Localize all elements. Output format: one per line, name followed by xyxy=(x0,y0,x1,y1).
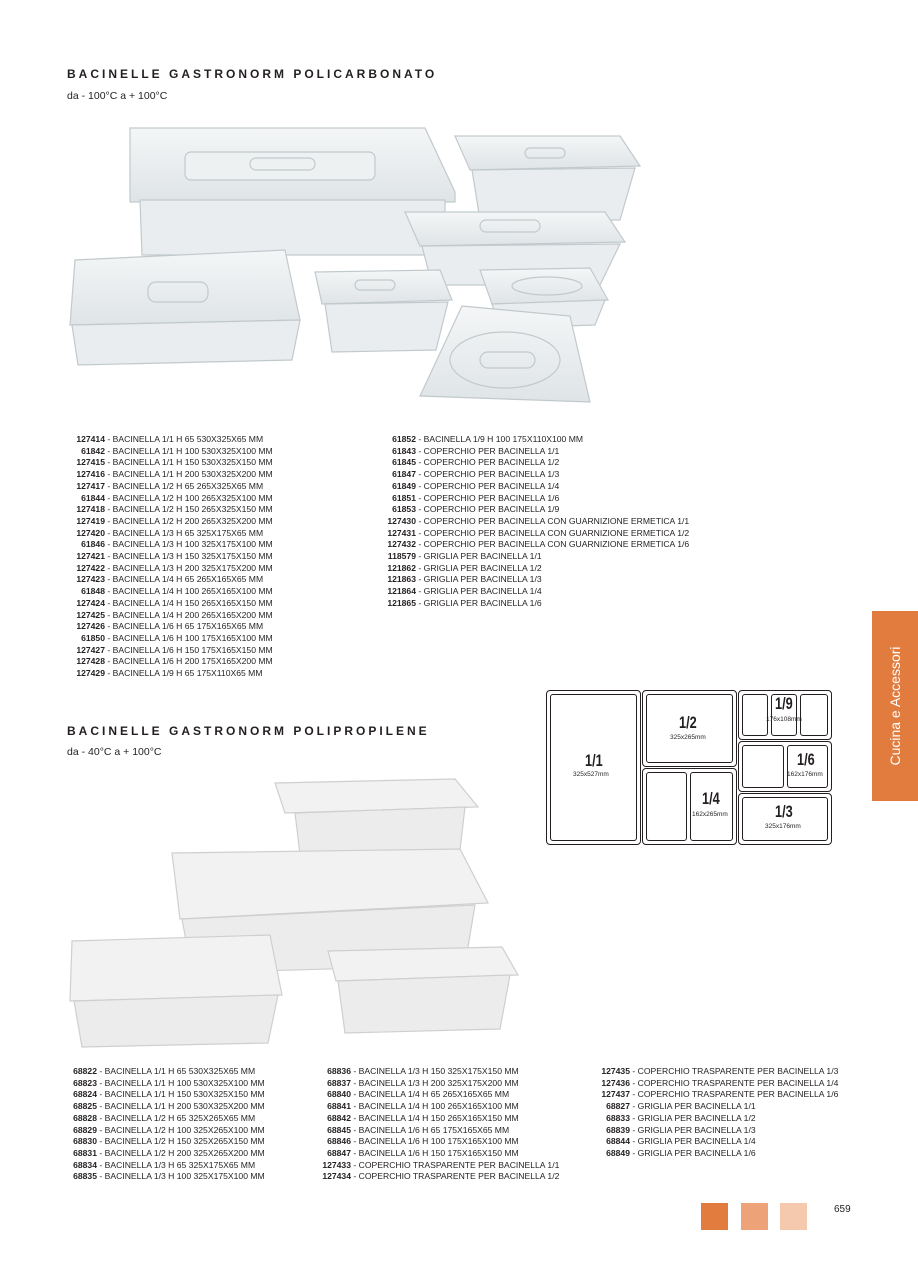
list-item: 127427 - BACINELLA 1/6 H 150 175X165X150 MM xyxy=(76,644,273,655)
gn-full-dim: 325x527mm xyxy=(573,771,609,778)
side-tab-category xyxy=(872,611,918,801)
temperature-range-policarbonato: da - 100°C a + 100°C xyxy=(67,90,168,102)
list-item: 68844 - GRIGLIA PER BACINELLA 1/4 xyxy=(606,1136,756,1147)
polipropilene-list-col1 xyxy=(67,1066,265,1183)
temperature-range-polipropilene: da - 40°C a + 100°C xyxy=(67,746,162,758)
list-item: 68847 - BACINELLA 1/6 H 150 175X165X150 MM xyxy=(327,1147,519,1158)
list-item: 127437 - COPERCHIO TRASPARENTE PER BACINELLA 1/6 xyxy=(601,1089,839,1100)
gn-sixth-label: 1/6 xyxy=(797,750,815,769)
gn-half-label: 1/2 xyxy=(679,713,697,732)
list-item: 68834 - BACINELLA 1/3 H 65 325X175X65 MM xyxy=(73,1159,256,1170)
list-item: 127420 - BACINELLA 1/3 H 65 325X175X65 MM xyxy=(76,527,264,538)
list-item: 127430 - COPERCHIO PER BACINELLA CON GUARNIZIONE ERMETICA 1/1 xyxy=(387,515,690,526)
page-number: 659 xyxy=(834,1204,851,1215)
gn-ninth-box xyxy=(738,690,832,740)
section-title-polipropilene: BACINELLE GASTRONORM POLIPROPILENE xyxy=(67,724,430,738)
list-item: 61844 - BACINELLA 1/2 H 100 265X325X100 MM xyxy=(81,492,273,503)
list-item: 61851 - COPERCHIO PER BACINELLA 1/6 xyxy=(392,492,560,503)
list-item: 68842 - BACINELLA 1/4 H 150 265X165X150 MM xyxy=(327,1112,519,1123)
list-item: 61842 - BACINELLA 1/1 H 100 530X325X100 MM xyxy=(81,445,273,456)
color-swatch-light xyxy=(780,1203,807,1230)
list-item: 68823 - BACINELLA 1/1 H 100 530X325X100 MM xyxy=(73,1077,265,1088)
list-item: 127431 - COPERCHIO PER BACINELLA CON GUARNIZIONE ERMETICA 1/2 xyxy=(387,527,690,538)
list-item: 68837 - BACINELLA 1/3 H 200 325X175X200 MM xyxy=(327,1077,519,1088)
side-tab-label: Cucina e Accessori xyxy=(887,646,903,766)
gn-third-label: 1/3 xyxy=(775,802,793,821)
gastronorm-size-diagram xyxy=(546,690,832,845)
list-item: 61849 - COPERCHIO PER BACINELLA 1/4 xyxy=(392,480,560,491)
list-item: 61843 - COPERCHIO PER BACINELLA 1/1 xyxy=(392,445,560,456)
gn-sixth-dim: 162x176mm xyxy=(787,771,823,778)
list-item: 127434 - COPERCHIO TRASPARENTE PER BACINELLA 1/2 xyxy=(322,1171,560,1182)
gn-ninth-dim: 176x108mm xyxy=(766,716,802,723)
list-item: 121865 - GRIGLIA PER BACINELLA 1/6 xyxy=(387,597,542,608)
gn-full-label: 1/1 xyxy=(585,751,603,770)
list-item: 61850 - BACINELLA 1/6 H 100 175X165X100 MM xyxy=(81,632,273,643)
list-item: 127419 - BACINELLA 1/2 H 200 265X325X200 MM xyxy=(76,515,273,526)
gn-third-dim: 325x176mm xyxy=(765,823,801,830)
gn-half-dim: 325x265mm xyxy=(670,734,706,741)
list-item: 61852 - BACINELLA 1/9 H 100 175X110X100 MM xyxy=(392,434,584,444)
list-item: 61847 - COPERCHIO PER BACINELLA 1/3 xyxy=(392,469,560,480)
list-item: 121864 - GRIGLIA PER BACINELLA 1/4 xyxy=(387,586,542,597)
list-item: 61853 - COPERCHIO PER BACINELLA 1/9 xyxy=(392,504,560,515)
color-swatch-medium xyxy=(741,1203,768,1230)
list-item: 68825 - BACINELLA 1/1 H 200 530X325X200 MM xyxy=(73,1101,265,1112)
policarbonato-list-col1 xyxy=(67,434,273,680)
list-item: 68845 - BACINELLA 1/6 H 65 175X165X65 MM xyxy=(327,1124,510,1135)
list-item: 68836 - BACINELLA 1/3 H 150 325X175X150 MM xyxy=(327,1066,519,1076)
list-item: 68846 - BACINELLA 1/6 H 100 175X165X100 MM xyxy=(327,1136,519,1147)
polipropilene-list-col2 xyxy=(316,1066,559,1183)
list-item: 127435 - COPERCHIO TRASPARENTE PER BACINELLA 1/3 xyxy=(601,1066,839,1076)
gn-third-box xyxy=(738,793,832,845)
list-item: 127418 - BACINELLA 1/2 H 150 265X325X150 MM xyxy=(76,504,273,515)
list-item: 121862 - GRIGLIA PER BACINELLA 1/2 xyxy=(387,562,542,573)
list-item: 121863 - GRIGLIA PER BACINELLA 1/3 xyxy=(387,574,542,585)
list-item: 68822 - BACINELLA 1/1 H 65 530X325X65 MM xyxy=(73,1066,256,1076)
polipropilene-containers-photo xyxy=(60,775,540,1050)
list-item: 68840 - BACINELLA 1/4 H 65 265X165X65 MM xyxy=(327,1089,510,1100)
list-item: 127429 - BACINELLA 1/9 H 65 175X110X65 MM xyxy=(76,668,263,679)
list-item: 68828 - BACINELLA 1/2 H 65 325X265X65 MM xyxy=(73,1112,256,1123)
list-item: 127436 - COPERCHIO TRASPARENTE PER BACINELLA 1/4 xyxy=(601,1077,839,1088)
gn-sixth-box xyxy=(738,741,832,792)
list-item: 68841 - BACINELLA 1/4 H 100 265X165X100 MM xyxy=(327,1101,519,1112)
list-item: 127423 - BACINELLA 1/4 H 65 265X165X65 MM xyxy=(76,574,264,585)
polipropilene-list-col3 xyxy=(595,1066,838,1160)
list-item: 68829 - BACINELLA 1/2 H 100 325X265X100 MM xyxy=(73,1124,265,1135)
list-item: 68831 - BACINELLA 1/2 H 200 325X265X200 MM xyxy=(73,1147,265,1158)
policarbonato-containers-photo xyxy=(60,120,650,420)
list-item: 118579 - GRIGLIA PER BACINELLA 1/1 xyxy=(387,551,542,562)
list-item: 68824 - BACINELLA 1/1 H 150 530X325X150 MM xyxy=(73,1089,265,1100)
list-item: 127428 - BACINELLA 1/6 H 200 175X165X200 MM xyxy=(76,656,273,667)
list-item: 127424 - BACINELLA 1/4 H 150 265X165X150 MM xyxy=(76,597,273,608)
list-item: 68833 - GRIGLIA PER BACINELLA 1/2 xyxy=(606,1112,756,1123)
section-title-policarbonato: BACINELLE GASTRONORM POLICARBONATO xyxy=(67,67,438,81)
list-item: 127432 - COPERCHIO PER BACINELLA CON GUARNIZIONE ERMETICA 1/6 xyxy=(387,539,690,550)
list-item: 127425 - BACINELLA 1/4 H 200 265X165X200 MM xyxy=(76,609,273,620)
list-item: 127421 - BACINELLA 1/3 H 150 325X175X150 MM xyxy=(76,551,273,562)
policarbonato-list-col2 xyxy=(378,434,689,610)
list-item: 127433 - COPERCHIO TRASPARENTE PER BACINELLA 1/1 xyxy=(322,1159,560,1170)
gn-quarter-label: 1/4 xyxy=(702,789,720,808)
list-item: 68827 - GRIGLIA PER BACINELLA 1/1 xyxy=(606,1101,756,1112)
color-swatch-dark xyxy=(701,1203,728,1230)
gn-half-box xyxy=(642,690,737,767)
list-item: 127415 - BACINELLA 1/1 H 150 530X325X150 MM xyxy=(76,457,273,468)
list-item: 127414 - BACINELLA 1/1 H 65 530X325X65 MM xyxy=(76,434,264,444)
list-item: 61848 - BACINELLA 1/4 H 100 265X165X100 MM xyxy=(81,586,273,597)
gn-full-box xyxy=(546,690,641,845)
list-item: 68835 - BACINELLA 1/3 H 100 325X175X100 MM xyxy=(73,1171,265,1182)
list-item: 61846 - BACINELLA 1/3 H 100 325X175X100 MM xyxy=(81,539,273,550)
list-item: 61845 - COPERCHIO PER BACINELLA 1/2 xyxy=(392,457,560,468)
list-item: 127422 - BACINELLA 1/3 H 200 325X175X200 MM xyxy=(76,562,273,573)
list-item: 68849 - GRIGLIA PER BACINELLA 1/6 xyxy=(606,1147,756,1158)
list-item: 127416 - BACINELLA 1/1 H 200 530X325X200 MM xyxy=(76,469,273,480)
list-item: 68839 - GRIGLIA PER BACINELLA 1/3 xyxy=(606,1124,756,1135)
gn-quarter-dim: 162x265mm xyxy=(692,811,728,818)
list-item: 68830 - BACINELLA 1/2 H 150 325X265X150 MM xyxy=(73,1136,265,1147)
list-item: 127426 - BACINELLA 1/6 H 65 175X165X65 MM xyxy=(76,621,264,632)
list-item: 127417 - BACINELLA 1/2 H 65 265X325X65 MM xyxy=(76,480,264,491)
gn-quarter-box xyxy=(642,768,737,845)
gn-ninth-label: 1/9 xyxy=(775,694,793,713)
